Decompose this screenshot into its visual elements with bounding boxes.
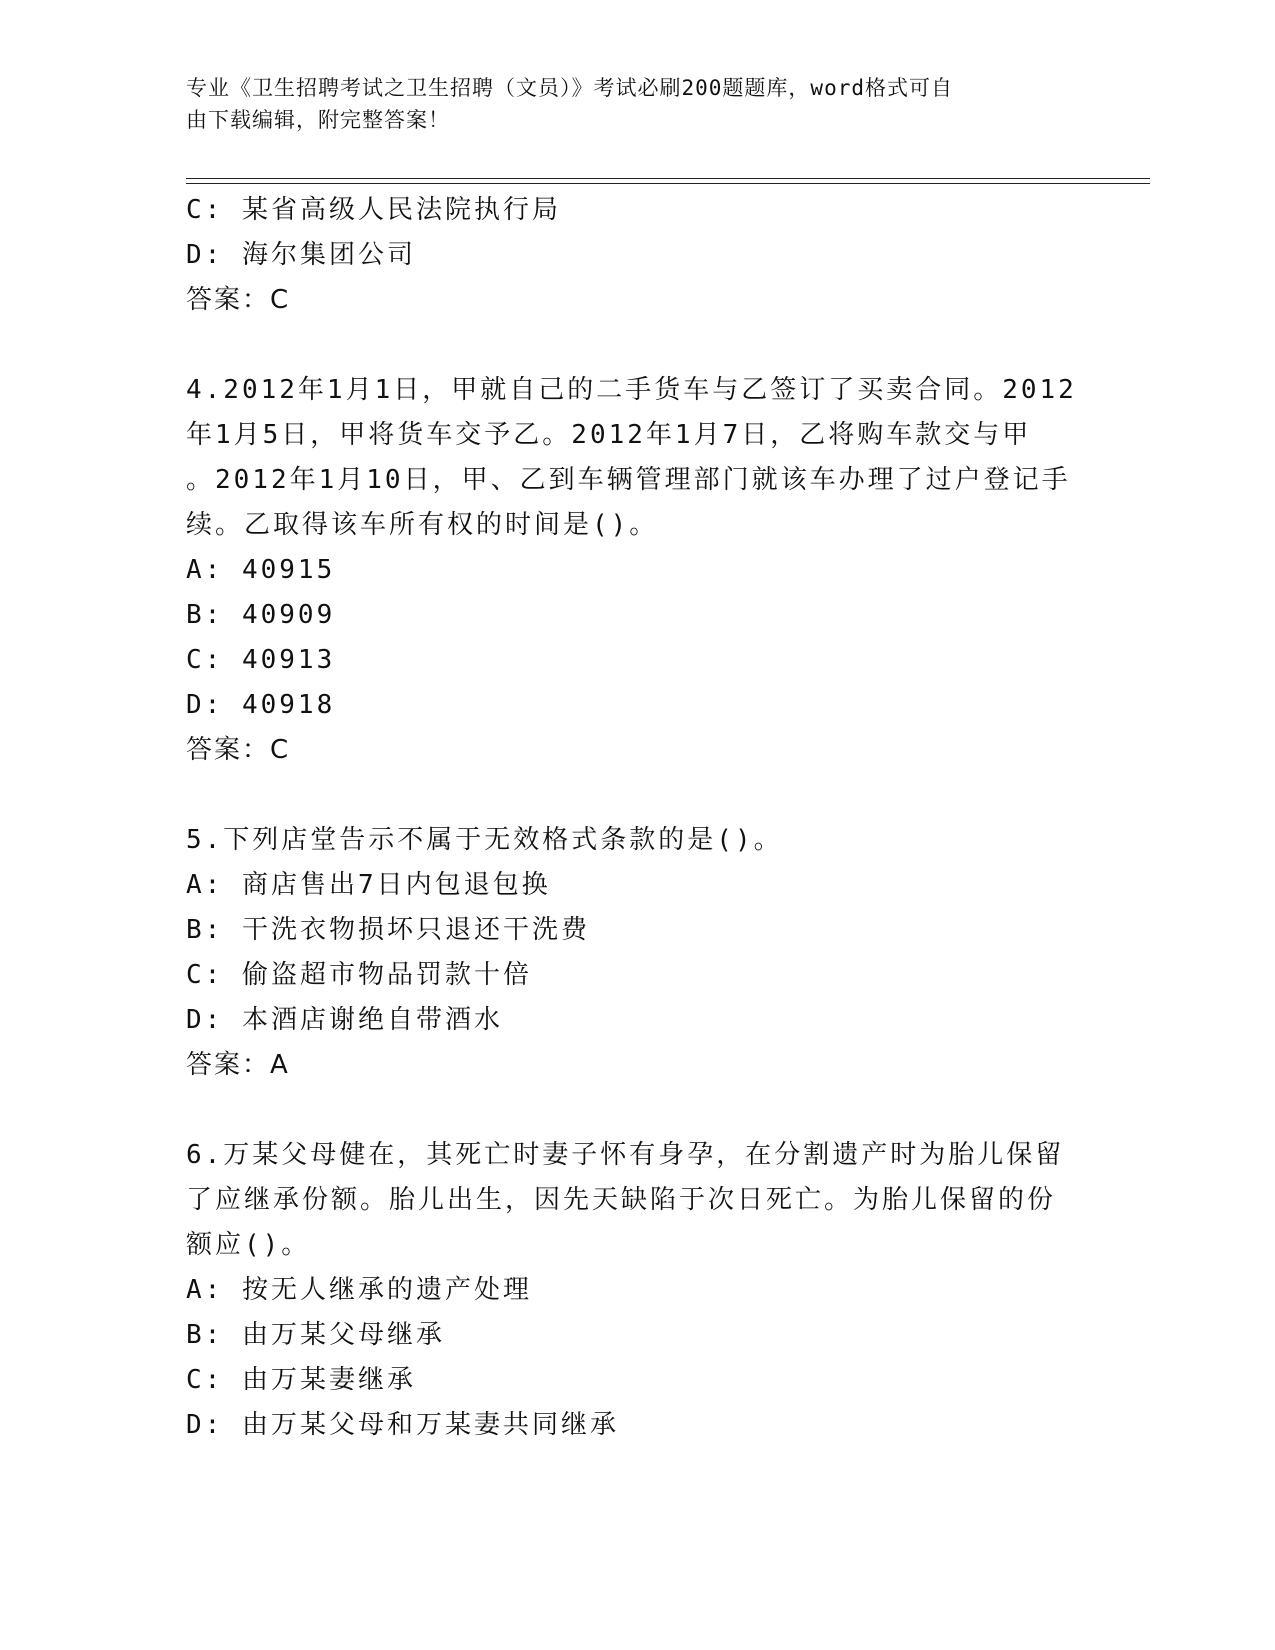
question-3-tail <box>186 188 1086 323</box>
question-text-line: 了应继承份额。胎儿出生，因先天缺陷于次日死亡。为胎儿保留的份 <box>186 1185 1057 1215</box>
header-line-2: 由下载编辑，附完整答案！ <box>186 108 450 132</box>
option-a: A: 40915 <box>186 555 336 585</box>
option-a: A: 按无人继承的遗产处理 <box>186 1275 532 1305</box>
option-d: D: 40918 <box>186 690 336 720</box>
option-c: C: 40913 <box>186 645 336 675</box>
option-b: B: 由万某父母继承 <box>186 1320 445 1350</box>
option-a: A: 商店售出7日内包退包换 <box>186 870 551 900</box>
question-text-line: 。2012年1月10日，甲、乙到车辆管理部门就该车办理了过户登记手 <box>186 465 1071 495</box>
question-4 <box>186 368 1086 773</box>
question-text-line: 4.2012年1月1日，甲就自己的二手货车与乙签订了买卖合同。2012 <box>186 375 1077 405</box>
page-header <box>186 72 1066 136</box>
option-c: C: 由万某妻继承 <box>186 1365 416 1395</box>
header-divider-bottom <box>186 183 1150 184</box>
option-b: B: 干洗衣物损坏只退还干洗费 <box>186 915 590 945</box>
question-text-line: 年1月5日，甲将货车交予乙。2012年1月7日，乙将购车款交与甲 <box>186 420 1032 450</box>
spacer <box>186 323 1086 368</box>
spacer <box>186 1088 1086 1133</box>
question-text-line: 6.万某父母健在，其死亡时妻子怀有身孕，在分割遗产时为胎儿保留 <box>186 1140 1065 1170</box>
option-d: D: 本酒店谢绝自带酒水 <box>186 1005 503 1035</box>
answer: 答案：A <box>186 1050 290 1080</box>
question-text-line: 额应()。 <box>186 1230 311 1260</box>
question-text-line: 5.下列店堂告示不属于无效格式条款的是()。 <box>186 825 783 855</box>
question-5 <box>186 818 1086 1088</box>
option-c: C: 偷盗超市物品罚款十倍 <box>186 960 532 990</box>
question-6 <box>186 1133 1086 1448</box>
answer: 答案：C <box>186 285 291 315</box>
option-b: B: 40909 <box>186 600 336 630</box>
answer: 答案：C <box>186 735 291 765</box>
question-list <box>186 188 1086 1448</box>
header-line-1: 专业《卫生招聘考试之卫生招聘（文员）》考试必刷200题题库，word格式可自 <box>186 76 953 100</box>
option-c: C: 某省高级人民法院执行局 <box>186 195 561 225</box>
question-text-line: 续。乙取得该车所有权的时间是()。 <box>186 510 659 540</box>
header-divider-top <box>186 178 1150 179</box>
spacer <box>186 773 1086 818</box>
option-d: D: 海尔集团公司 <box>186 240 416 270</box>
option-d: D: 由万某父母和万某妻共同继承 <box>186 1410 619 1440</box>
